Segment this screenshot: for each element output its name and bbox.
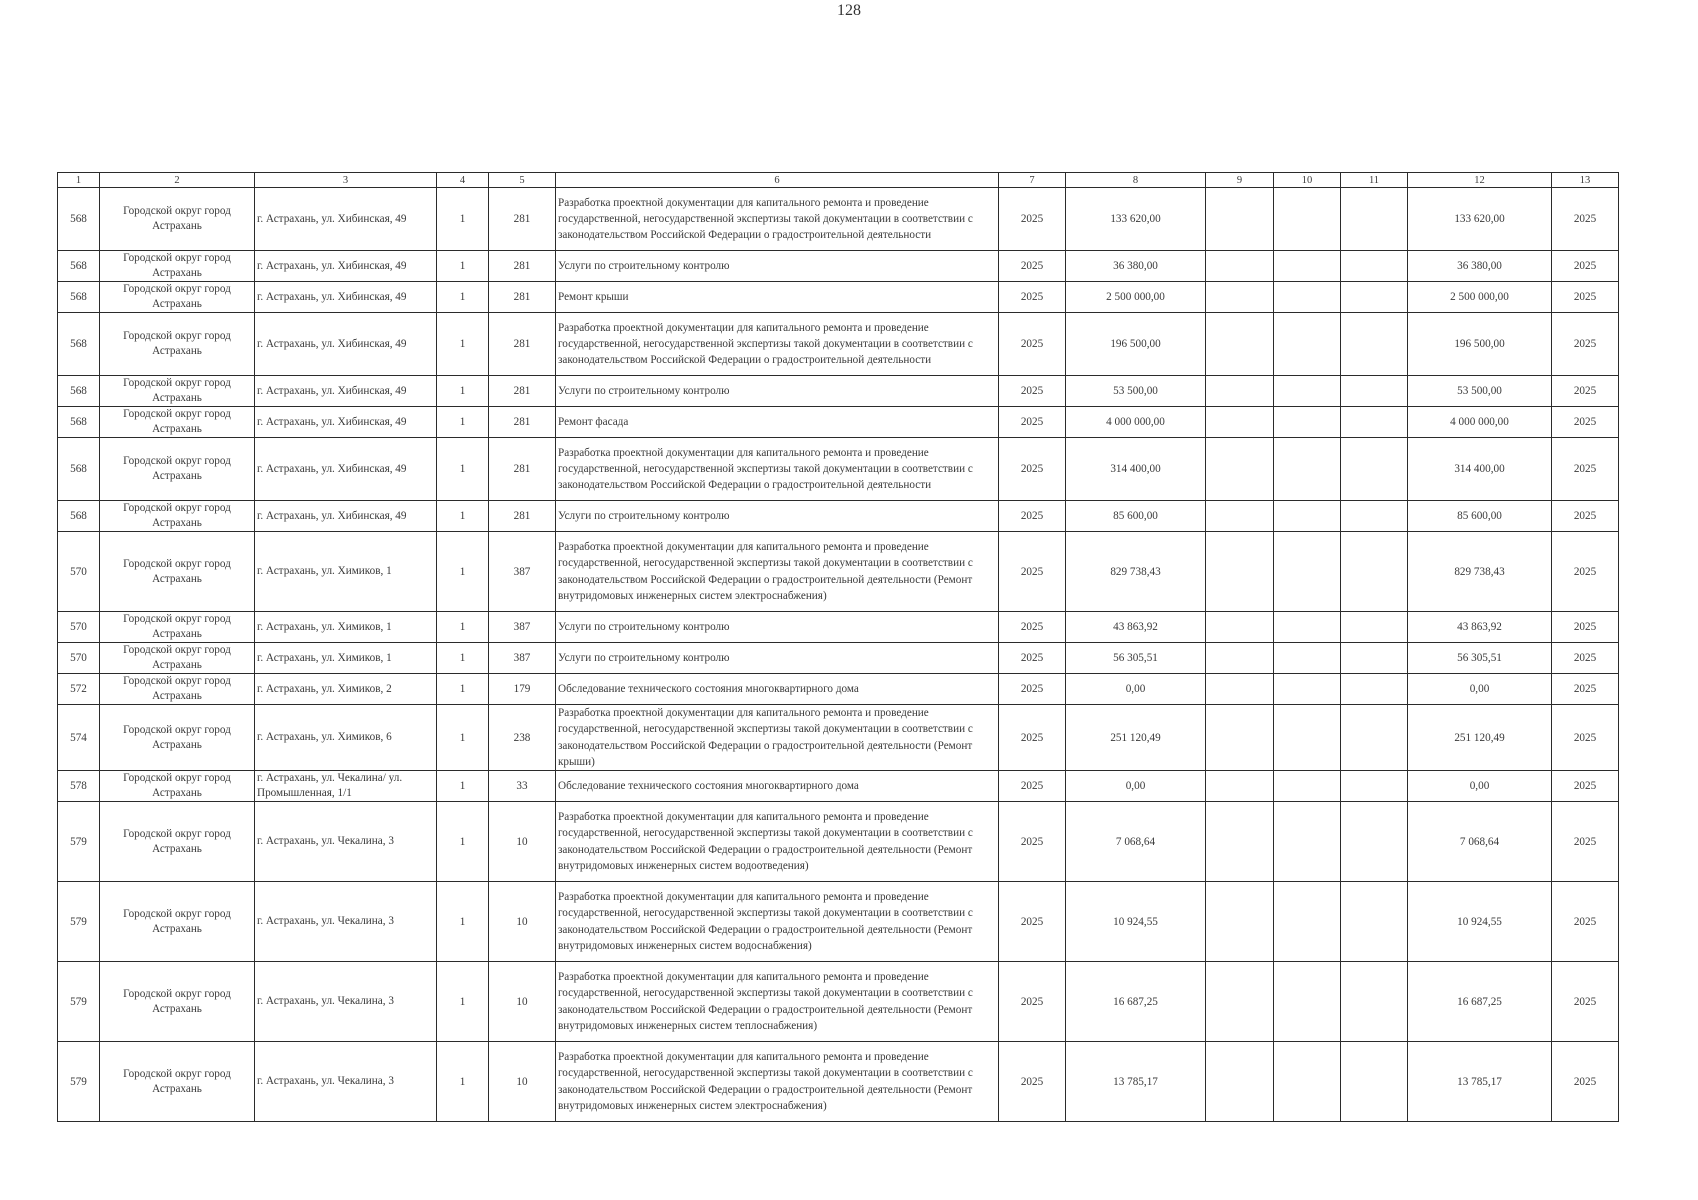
completion-year-cell: 2025 bbox=[1552, 1042, 1619, 1122]
total-cost-cell: 2 500 000,00 bbox=[1408, 282, 1552, 313]
row-number-cell: 574 bbox=[58, 705, 100, 771]
column-11-cell bbox=[1341, 1042, 1408, 1122]
municipality-cell: Городской округ город Астрахань bbox=[100, 674, 255, 705]
column-10-cell bbox=[1274, 282, 1341, 313]
completion-year-cell: 2025 bbox=[1552, 962, 1619, 1042]
column-11-cell bbox=[1341, 532, 1408, 612]
column-9-cell bbox=[1206, 313, 1274, 376]
cost-cell: 2 500 000,00 bbox=[1066, 282, 1206, 313]
column-9-cell bbox=[1206, 282, 1274, 313]
address-cell: г. Астрахань, ул. Хибинская, 49 bbox=[255, 313, 437, 376]
column-11-cell bbox=[1341, 674, 1408, 705]
completion-year-cell: 2025 bbox=[1552, 501, 1619, 532]
column-11-cell bbox=[1341, 188, 1408, 251]
column-11-cell bbox=[1341, 705, 1408, 771]
completion-year-cell: 2025 bbox=[1552, 438, 1619, 501]
column-4-cell: 1 bbox=[437, 251, 489, 282]
column-10-cell bbox=[1274, 1042, 1341, 1122]
page-number: 128 bbox=[837, 2, 861, 19]
address-cell: г. Астрахань, ул. Чекалина, 3 bbox=[255, 1042, 437, 1122]
address-cell: г. Астрахань, ул. Чекалина/ ул. Промышленная, 1/1 bbox=[255, 771, 437, 802]
column-header: 9 bbox=[1206, 173, 1274, 188]
year-cell: 2025 bbox=[999, 251, 1066, 282]
cost-cell: 314 400,00 bbox=[1066, 438, 1206, 501]
cost-cell: 53 500,00 bbox=[1066, 376, 1206, 407]
cost-cell: 43 863,92 bbox=[1066, 612, 1206, 643]
table-row bbox=[58, 962, 1619, 1042]
address-cell: г. Астрахань, ул. Химиков, 1 bbox=[255, 532, 437, 612]
column-5-cell: 281 bbox=[489, 313, 556, 376]
column-header: 8 bbox=[1066, 173, 1206, 188]
table-row bbox=[58, 771, 1619, 802]
column-4-cell: 1 bbox=[437, 376, 489, 407]
column-11-cell bbox=[1341, 313, 1408, 376]
completion-year-cell: 2025 bbox=[1552, 802, 1619, 882]
municipality-cell: Городской округ город Астрахань bbox=[100, 282, 255, 313]
year-cell: 2025 bbox=[999, 962, 1066, 1042]
total-cost-cell: 0,00 bbox=[1408, 771, 1552, 802]
municipality-cell: Городской округ город Астрахань bbox=[100, 438, 255, 501]
column-header: 5 bbox=[489, 173, 556, 188]
completion-year-cell: 2025 bbox=[1552, 532, 1619, 612]
row-number-cell: 572 bbox=[58, 674, 100, 705]
table-row bbox=[58, 251, 1619, 282]
column-10-cell bbox=[1274, 612, 1341, 643]
completion-year-cell: 2025 bbox=[1552, 188, 1619, 251]
column-4-cell: 1 bbox=[437, 532, 489, 612]
year-cell: 2025 bbox=[999, 643, 1066, 674]
column-10-cell bbox=[1274, 438, 1341, 501]
work-description-cell: Ремонт фасада bbox=[556, 407, 999, 438]
total-cost-cell: 13 785,17 bbox=[1408, 1042, 1552, 1122]
table-row bbox=[58, 282, 1619, 313]
completion-year-cell: 2025 bbox=[1552, 313, 1619, 376]
total-cost-cell: 251 120,49 bbox=[1408, 705, 1552, 771]
table-row bbox=[58, 882, 1619, 962]
row-number-cell: 579 bbox=[58, 882, 100, 962]
column-10-cell bbox=[1274, 771, 1341, 802]
completion-year-cell: 2025 bbox=[1552, 705, 1619, 771]
work-description-cell: Услуги по строительному контролю bbox=[556, 376, 999, 407]
column-9-cell bbox=[1206, 438, 1274, 501]
cost-cell: 0,00 bbox=[1066, 674, 1206, 705]
table-row bbox=[58, 674, 1619, 705]
municipality-cell: Городской округ город Астрахань bbox=[100, 612, 255, 643]
column-5-cell: 281 bbox=[489, 407, 556, 438]
column-4-cell: 1 bbox=[437, 188, 489, 251]
table-row bbox=[58, 643, 1619, 674]
address-cell: г. Астрахань, ул. Химиков, 1 bbox=[255, 643, 437, 674]
column-header: 11 bbox=[1341, 173, 1408, 188]
completion-year-cell: 2025 bbox=[1552, 643, 1619, 674]
total-cost-cell: 85 600,00 bbox=[1408, 501, 1552, 532]
column-9-cell bbox=[1206, 376, 1274, 407]
column-4-cell: 1 bbox=[437, 438, 489, 501]
column-4-cell: 1 bbox=[437, 882, 489, 962]
column-5-cell: 281 bbox=[489, 438, 556, 501]
column-11-cell bbox=[1341, 612, 1408, 643]
column-11-cell bbox=[1341, 802, 1408, 882]
total-cost-cell: 43 863,92 bbox=[1408, 612, 1552, 643]
cost-cell: 4 000 000,00 bbox=[1066, 407, 1206, 438]
municipality-cell: Городской округ город Астрахань bbox=[100, 313, 255, 376]
completion-year-cell: 2025 bbox=[1552, 407, 1619, 438]
row-number-cell: 568 bbox=[58, 407, 100, 438]
column-header: 12 bbox=[1408, 173, 1552, 188]
column-9-cell bbox=[1206, 802, 1274, 882]
address-cell: г. Астрахань, ул. Хибинская, 49 bbox=[255, 501, 437, 532]
work-description-cell: Разработка проектной документации для капитального ремонта и проведение государственной, негосударственной экспертизы такой документации в соответствии с законодательством Российской Федерации о градостроительной деятельности (Ремонт внутридомовых инженерных систем электроснабжения) bbox=[556, 1042, 999, 1122]
column-10-cell bbox=[1274, 376, 1341, 407]
year-cell: 2025 bbox=[999, 771, 1066, 802]
municipality-cell: Городской округ город Астрахань bbox=[100, 643, 255, 674]
row-number-cell: 579 bbox=[58, 962, 100, 1042]
column-11-cell bbox=[1341, 771, 1408, 802]
year-cell: 2025 bbox=[999, 501, 1066, 532]
column-11-cell bbox=[1341, 643, 1408, 674]
cost-cell: 251 120,49 bbox=[1066, 705, 1206, 771]
cost-cell: 7 068,64 bbox=[1066, 802, 1206, 882]
column-header: 1 bbox=[58, 173, 100, 188]
column-5-cell: 281 bbox=[489, 282, 556, 313]
municipality-cell: Городской округ город Астрахань bbox=[100, 802, 255, 882]
year-cell: 2025 bbox=[999, 612, 1066, 643]
municipality-cell: Городской округ город Астрахань bbox=[100, 501, 255, 532]
year-cell: 2025 bbox=[999, 802, 1066, 882]
column-5-cell: 387 bbox=[489, 532, 556, 612]
row-number-cell: 570 bbox=[58, 532, 100, 612]
capital-repair-table bbox=[57, 172, 1619, 1122]
column-header: 4 bbox=[437, 173, 489, 188]
address-cell: г. Астрахань, ул. Химиков, 6 bbox=[255, 705, 437, 771]
address-cell: г. Астрахань, ул. Хибинская, 49 bbox=[255, 251, 437, 282]
total-cost-cell: 7 068,64 bbox=[1408, 802, 1552, 882]
column-9-cell bbox=[1206, 882, 1274, 962]
year-cell: 2025 bbox=[999, 188, 1066, 251]
municipality-cell: Городской округ город Астрахань bbox=[100, 882, 255, 962]
work-description-cell: Разработка проектной документации для капитального ремонта и проведение государственной, негосударственной экспертизы такой документации в соответствии с законодательством Российской Федерации о градостроительной деятельности (Ремонт крыши) bbox=[556, 705, 999, 771]
column-4-cell: 1 bbox=[437, 501, 489, 532]
municipality-cell: Городской округ город Астрахань bbox=[100, 251, 255, 282]
total-cost-cell: 4 000 000,00 bbox=[1408, 407, 1552, 438]
work-description-cell: Разработка проектной документации для капитального ремонта и проведение государственной, негосударственной экспертизы такой документации в соответствии с законодательством Российской Федерации о градостроительной деятельности bbox=[556, 438, 999, 501]
column-9-cell bbox=[1206, 501, 1274, 532]
municipality-cell: Городской округ город Астрахань bbox=[100, 407, 255, 438]
column-header: 13 bbox=[1552, 173, 1619, 188]
column-10-cell bbox=[1274, 705, 1341, 771]
work-description-cell: Услуги по строительному контролю bbox=[556, 643, 999, 674]
row-number-cell: 568 bbox=[58, 251, 100, 282]
work-description-cell: Обследование технического состояния многоквартирного дома bbox=[556, 674, 999, 705]
row-number-cell: 579 bbox=[58, 802, 100, 882]
table-row bbox=[58, 376, 1619, 407]
address-cell: г. Астрахань, ул. Чекалина, 3 bbox=[255, 802, 437, 882]
column-4-cell: 1 bbox=[437, 643, 489, 674]
work-description-cell: Разработка проектной документации для капитального ремонта и проведение государственной, негосударственной экспертизы такой документации в соответствии с законодательством Российской Федерации о градостроительной деятельности bbox=[556, 313, 999, 376]
address-cell: г. Астрахань, ул. Хибинская, 49 bbox=[255, 188, 437, 251]
row-number-cell: 568 bbox=[58, 438, 100, 501]
row-number-cell: 570 bbox=[58, 643, 100, 674]
total-cost-cell: 829 738,43 bbox=[1408, 532, 1552, 612]
total-cost-cell: 56 305,51 bbox=[1408, 643, 1552, 674]
year-cell: 2025 bbox=[999, 674, 1066, 705]
row-number-cell: 570 bbox=[58, 612, 100, 643]
cost-cell: 56 305,51 bbox=[1066, 643, 1206, 674]
column-10-cell bbox=[1274, 802, 1341, 882]
column-9-cell bbox=[1206, 188, 1274, 251]
completion-year-cell: 2025 bbox=[1552, 771, 1619, 802]
table-row bbox=[58, 1042, 1619, 1122]
column-4-cell: 1 bbox=[437, 313, 489, 376]
address-cell: г. Астрахань, ул. Чекалина, 3 bbox=[255, 962, 437, 1042]
year-cell: 2025 bbox=[999, 1042, 1066, 1122]
column-9-cell bbox=[1206, 705, 1274, 771]
municipality-cell: Городской округ город Астрахань bbox=[100, 532, 255, 612]
column-5-cell: 387 bbox=[489, 612, 556, 643]
work-description-cell: Разработка проектной документации для капитального ремонта и проведение государственной, негосударственной экспертизы такой документации в соответствии с законодательством Российской Федерации о градостроительной деятельности (Ремонт внутридомовых инженерных систем водоотведения) bbox=[556, 802, 999, 882]
work-description-cell: Услуги по строительному контролю bbox=[556, 501, 999, 532]
address-cell: г. Астрахань, ул. Хибинская, 49 bbox=[255, 407, 437, 438]
year-cell: 2025 bbox=[999, 438, 1066, 501]
total-cost-cell: 133 620,00 bbox=[1408, 188, 1552, 251]
municipality-cell: Городской округ город Астрахань bbox=[100, 1042, 255, 1122]
work-description-cell: Разработка проектной документации для капитального ремонта и проведение государственной, негосударственной экспертизы такой документации в соответствии с законодательством Российской Федерации о градостроительной деятельности (Ремонт внутридомовых инженерных систем водоснабжения) bbox=[556, 882, 999, 962]
cost-cell: 829 738,43 bbox=[1066, 532, 1206, 612]
total-cost-cell: 0,00 bbox=[1408, 674, 1552, 705]
column-9-cell bbox=[1206, 532, 1274, 612]
column-11-cell bbox=[1341, 882, 1408, 962]
work-description-cell: Ремонт крыши bbox=[556, 282, 999, 313]
column-header: 10 bbox=[1274, 173, 1341, 188]
column-10-cell bbox=[1274, 962, 1341, 1042]
column-5-cell: 238 bbox=[489, 705, 556, 771]
municipality-cell: Городской округ город Астрахань bbox=[100, 771, 255, 802]
column-9-cell bbox=[1206, 251, 1274, 282]
address-cell: г. Астрахань, ул. Чекалина, 3 bbox=[255, 882, 437, 962]
column-5-cell: 10 bbox=[489, 802, 556, 882]
table-row bbox=[58, 612, 1619, 643]
cost-cell: 13 785,17 bbox=[1066, 1042, 1206, 1122]
column-9-cell bbox=[1206, 962, 1274, 1042]
column-11-cell bbox=[1341, 376, 1408, 407]
column-11-cell bbox=[1341, 251, 1408, 282]
column-5-cell: 10 bbox=[489, 962, 556, 1042]
column-4-cell: 1 bbox=[437, 962, 489, 1042]
table-row bbox=[58, 313, 1619, 376]
total-cost-cell: 314 400,00 bbox=[1408, 438, 1552, 501]
table-row bbox=[58, 407, 1619, 438]
cost-cell: 196 500,00 bbox=[1066, 313, 1206, 376]
address-cell: г. Астрахань, ул. Хибинская, 49 bbox=[255, 438, 437, 501]
column-4-cell: 1 bbox=[437, 802, 489, 882]
year-cell: 2025 bbox=[999, 313, 1066, 376]
column-5-cell: 179 bbox=[489, 674, 556, 705]
row-number-cell: 568 bbox=[58, 313, 100, 376]
table-row bbox=[58, 501, 1619, 532]
completion-year-cell: 2025 bbox=[1552, 251, 1619, 282]
column-header: 6 bbox=[556, 173, 999, 188]
year-cell: 2025 bbox=[999, 282, 1066, 313]
work-description-cell: Разработка проектной документации для капитального ремонта и проведение государственной, негосударственной экспертизы такой документации в соответствии с законодательством Российской Федерации о градостроительной деятельности (Ремонт внутридомовых инженерных систем электроснабжения) bbox=[556, 532, 999, 612]
total-cost-cell: 16 687,25 bbox=[1408, 962, 1552, 1042]
cost-cell: 16 687,25 bbox=[1066, 962, 1206, 1042]
year-cell: 2025 bbox=[999, 705, 1066, 771]
work-description-cell: Услуги по строительному контролю bbox=[556, 251, 999, 282]
completion-year-cell: 2025 bbox=[1552, 612, 1619, 643]
column-number-row bbox=[58, 173, 1619, 188]
table-row bbox=[58, 802, 1619, 882]
column-10-cell bbox=[1274, 674, 1341, 705]
cost-cell: 133 620,00 bbox=[1066, 188, 1206, 251]
column-11-cell bbox=[1341, 962, 1408, 1042]
address-cell: г. Астрахань, ул. Химиков, 2 bbox=[255, 674, 437, 705]
total-cost-cell: 53 500,00 bbox=[1408, 376, 1552, 407]
column-header: 2 bbox=[100, 173, 255, 188]
work-description-cell: Обследование технического состояния многоквартирного дома bbox=[556, 771, 999, 802]
column-4-cell: 1 bbox=[437, 705, 489, 771]
row-number-cell: 568 bbox=[58, 501, 100, 532]
work-description-cell: Услуги по строительному контролю bbox=[556, 612, 999, 643]
column-header: 7 bbox=[999, 173, 1066, 188]
completion-year-cell: 2025 bbox=[1552, 674, 1619, 705]
column-5-cell: 10 bbox=[489, 882, 556, 962]
column-10-cell bbox=[1274, 882, 1341, 962]
column-11-cell bbox=[1341, 438, 1408, 501]
column-4-cell: 1 bbox=[437, 612, 489, 643]
cost-cell: 36 380,00 bbox=[1066, 251, 1206, 282]
year-cell: 2025 bbox=[999, 532, 1066, 612]
work-description-cell: Разработка проектной документации для капитального ремонта и проведение государственной, негосударственной экспертизы такой документации в соответствии с законодательством Российской Федерации о градостроительной деятельности (Ремонт внутридомовых инженерных систем теплоснабжения) bbox=[556, 962, 999, 1042]
column-5-cell: 281 bbox=[489, 188, 556, 251]
cost-cell: 0,00 bbox=[1066, 771, 1206, 802]
column-11-cell bbox=[1341, 501, 1408, 532]
total-cost-cell: 36 380,00 bbox=[1408, 251, 1552, 282]
column-9-cell bbox=[1206, 771, 1274, 802]
column-5-cell: 387 bbox=[489, 643, 556, 674]
municipality-cell: Городской округ город Астрахань bbox=[100, 962, 255, 1042]
table-row bbox=[58, 705, 1619, 771]
column-11-cell bbox=[1341, 407, 1408, 438]
address-cell: г. Астрахань, ул. Хибинская, 49 bbox=[255, 282, 437, 313]
column-5-cell: 33 bbox=[489, 771, 556, 802]
column-9-cell bbox=[1206, 643, 1274, 674]
address-cell: г. Астрахань, ул. Химиков, 1 bbox=[255, 612, 437, 643]
column-9-cell bbox=[1206, 612, 1274, 643]
row-number-cell: 568 bbox=[58, 188, 100, 251]
table-row bbox=[58, 532, 1619, 612]
row-number-cell: 578 bbox=[58, 771, 100, 802]
column-9-cell bbox=[1206, 674, 1274, 705]
table-row bbox=[58, 438, 1619, 501]
column-10-cell bbox=[1274, 313, 1341, 376]
column-4-cell: 1 bbox=[437, 674, 489, 705]
municipality-cell: Городской округ город Астрахань bbox=[100, 188, 255, 251]
completion-year-cell: 2025 bbox=[1552, 376, 1619, 407]
cost-cell: 10 924,55 bbox=[1066, 882, 1206, 962]
column-header: 3 bbox=[255, 173, 437, 188]
total-cost-cell: 196 500,00 bbox=[1408, 313, 1552, 376]
column-4-cell: 1 bbox=[437, 407, 489, 438]
completion-year-cell: 2025 bbox=[1552, 282, 1619, 313]
completion-year-cell: 2025 bbox=[1552, 882, 1619, 962]
column-9-cell bbox=[1206, 407, 1274, 438]
column-10-cell bbox=[1274, 251, 1341, 282]
cost-cell: 85 600,00 bbox=[1066, 501, 1206, 532]
column-4-cell: 1 bbox=[437, 282, 489, 313]
year-cell: 2025 bbox=[999, 407, 1066, 438]
municipality-cell: Городской округ город Астрахань bbox=[100, 376, 255, 407]
row-number-cell: 579 bbox=[58, 1042, 100, 1122]
column-5-cell: 10 bbox=[489, 1042, 556, 1122]
municipality-cell: Городской округ город Астрахань bbox=[100, 705, 255, 771]
year-cell: 2025 bbox=[999, 882, 1066, 962]
column-5-cell: 281 bbox=[489, 251, 556, 282]
column-4-cell: 1 bbox=[437, 771, 489, 802]
total-cost-cell: 10 924,55 bbox=[1408, 882, 1552, 962]
row-number-cell: 568 bbox=[58, 282, 100, 313]
work-description-cell: Разработка проектной документации для капитального ремонта и проведение государственной, негосударственной экспертизы такой документации в соответствии с законодательством Российской Федерации о градостроительной деятельности bbox=[556, 188, 999, 251]
column-4-cell: 1 bbox=[437, 1042, 489, 1122]
column-10-cell bbox=[1274, 501, 1341, 532]
table-row bbox=[58, 188, 1619, 251]
column-10-cell bbox=[1274, 407, 1341, 438]
address-cell: г. Астрахань, ул. Хибинская, 49 bbox=[255, 376, 437, 407]
row-number-cell: 568 bbox=[58, 376, 100, 407]
column-5-cell: 281 bbox=[489, 501, 556, 532]
year-cell: 2025 bbox=[999, 376, 1066, 407]
table-body bbox=[58, 188, 1619, 1122]
column-9-cell bbox=[1206, 1042, 1274, 1122]
column-10-cell bbox=[1274, 643, 1341, 674]
column-10-cell bbox=[1274, 188, 1341, 251]
column-11-cell bbox=[1341, 282, 1408, 313]
column-5-cell: 281 bbox=[489, 376, 556, 407]
column-10-cell bbox=[1274, 532, 1341, 612]
